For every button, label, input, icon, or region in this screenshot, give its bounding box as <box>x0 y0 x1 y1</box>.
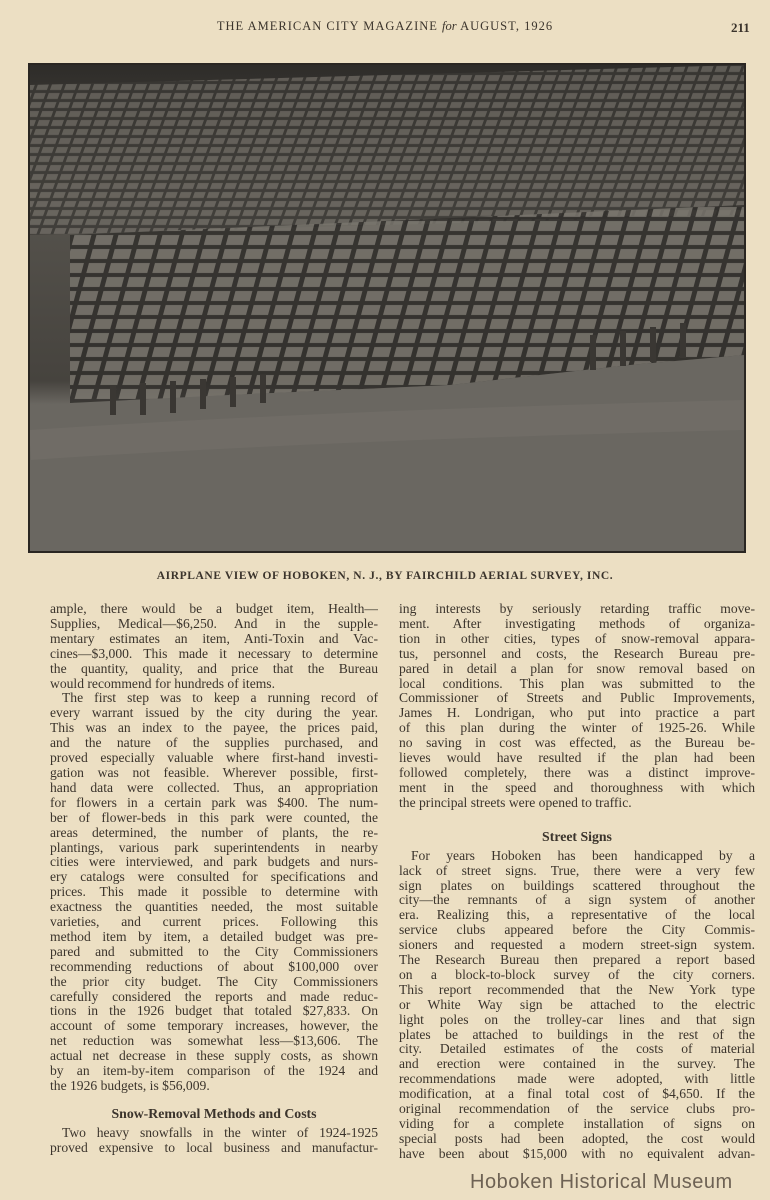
text-line: This report recommended that the New York type <box>399 982 755 997</box>
text-line: ing interests by seriously retarding traffic move- <box>399 602 755 616</box>
text-line: recommendations made were adopted, with little <box>399 1072 755 1087</box>
text-line: era. Realizing this, a representative of the local <box>399 908 755 923</box>
text-line: method item by item, a detailed budget was pre- <box>50 929 378 944</box>
text-line: actual net decrease in these supply costs, as shown <box>50 1049 378 1064</box>
text-line: or White Way sign be attached to the electric <box>399 997 755 1012</box>
text-line: exactness the quantities needed, the most suitable <box>50 900 378 915</box>
text-line: city—the remnants of a sign system of another <box>399 893 755 908</box>
text-line: would recommend for hundreds of items. <box>50 676 276 691</box>
text-line: service clubs appeared before the City Commis- <box>399 923 755 938</box>
text-line: plates be attached to buildings in the rest of the <box>399 1027 755 1042</box>
text-line: varieties, and current prices. Following this <box>50 915 378 930</box>
text-line: cines—$3,000. This made it necessary to determine <box>50 646 378 661</box>
text-line: prices. This made it possible to determine with <box>50 885 378 900</box>
left-column <box>50 602 378 1156</box>
page-number: 211 <box>731 20 750 35</box>
text-line: and erection were contained in the survey. The <box>399 1057 755 1072</box>
text-line: by an item-by-item comparison of the 1924 and <box>50 1064 378 1079</box>
section-heading: Street Signs <box>542 828 612 844</box>
text-line: carefully considered the reports and made reduc- <box>50 989 378 1004</box>
text-line: Commissioner of Streets and Public Improvements, <box>399 691 755 706</box>
text-line: gation was not feasible. Wherever possible, first- <box>50 765 378 780</box>
photo-caption: AIRPLANE VIEW OF HOBOKEN, N. J., BY FAIRCHILD AERIAL SURVEY, INC. <box>156 570 614 582</box>
text-line: pared and submitted to the City Commissioners <box>50 944 378 959</box>
text-line: sioners and requested a modern street-sign system. <box>399 938 755 953</box>
text-line: lieves would have resulted if the plan had been <box>399 751 755 766</box>
text-line: on a block-to-block survey of the city corners. <box>399 967 755 982</box>
text-line: have been about $15,000 with no equivalent advan- <box>399 1146 755 1161</box>
aerial-photo <box>28 63 746 553</box>
text-line: recommending reductions of about $100,000 over <box>50 959 378 974</box>
paragraph <box>50 691 378 1093</box>
watermark: Hoboken Historical Museum <box>470 1171 733 1193</box>
magazine-title-for: for <box>442 19 457 33</box>
text-line: the 1926 budgets, is $56,009. <box>50 1079 210 1093</box>
text-line: of this plan during the winter of 1925-26. While <box>399 721 755 736</box>
text-line: plantings, various park superintendents in nearby <box>50 840 378 855</box>
text-line: ery catalogs were consulted for specifications and <box>50 870 378 885</box>
paragraph <box>50 1126 378 1156</box>
text-line: James H. Londrigan, who put into practice a part <box>399 706 755 721</box>
text-line: areas determined, the number of plants, the re- <box>50 825 378 840</box>
text-line: tus, personnel and costs, the Research Bureau pre- <box>399 646 755 661</box>
text-line: Two heavy snowfalls in the winter of 1924-1925 <box>62 1125 378 1140</box>
aerial-photo-image <box>30 65 744 551</box>
text-line: tion in other cities, types of snow-removal appara- <box>399 631 755 646</box>
text-line: proved expensive to local business and manufactur- <box>50 1140 378 1155</box>
text-line: hand data were collected. Thus, an appropriation <box>50 780 378 795</box>
text-line: The Research Bureau then prepared a report based <box>399 953 755 968</box>
text-line: viding for a complete installation of signs on <box>399 1117 755 1131</box>
text-line: for flowers in a certain park was $400. The num- <box>50 795 378 810</box>
text-line: The first step was to keep a running record of <box>62 691 378 706</box>
magazine-title: THE AMERICAN CITY MAGAZINE <box>216 19 438 33</box>
text-line: sign plates on buildings scattered throughout the <box>399 878 755 893</box>
text-line: the principal streets were opened to traffic. <box>399 795 632 810</box>
text-line: the prior city budget. The City Commissioners <box>50 974 378 989</box>
section-heading: Snow-Removal Methods and Costs <box>111 1105 317 1121</box>
paragraph <box>399 849 755 1162</box>
text-line: cities were interviewed, and park budgets and nurs- <box>50 855 378 870</box>
text-line: no saving in cost was effected, as the Bureau be- <box>399 736 755 751</box>
text-line: local conditions. This plan was submitted to the <box>399 676 755 691</box>
text-line: This was an index to the payee, the prices paid, <box>50 721 378 736</box>
text-line: mentary estimates an item, Anti-Toxin and Vac- <box>50 631 378 646</box>
issue-date: AUGUST, 1926 <box>460 19 554 33</box>
text-line: ber of flower-beds in this park were counted, the <box>50 810 378 825</box>
text-line: original recommendation of the service clubs pro- <box>399 1102 755 1117</box>
text-line: ment in the speed and thoroughness with which <box>399 780 755 795</box>
text-line: and the nature of the supplies purchased, and <box>50 736 378 751</box>
text-line: Supplies, Medical—$6,250. And in the supple- <box>50 616 378 631</box>
text-line: pared in detail a plan for snow removal based on <box>399 661 755 676</box>
right-column <box>399 602 755 1162</box>
text-line: modification, at a final total cost of $4,650. If the <box>399 1087 755 1102</box>
paragraph <box>399 602 755 811</box>
text-line: tions in the 1926 budget that totaled $27,833. On <box>50 1004 378 1019</box>
text-line: every warrant issued by the city during the year. <box>50 706 378 721</box>
text-line: lack of street signs. True, there were a very few <box>399 863 755 878</box>
text-line: light poles on the trolley-car lines and that sign <box>399 1012 755 1027</box>
text-line: followed completely, there was a distinct improve- <box>399 765 755 780</box>
text-line: For years Hoboken has been handicapped by a <box>411 848 755 863</box>
text-line: ment. After investigating methods of organiza- <box>399 616 755 631</box>
text-line: the quantity, quality, and price that the Bureau <box>50 661 378 676</box>
paragraph <box>50 602 378 691</box>
text-line: account of some temporary increases, however, the <box>50 1019 378 1034</box>
text-line: special posts had been adopted, the cost would <box>399 1131 755 1146</box>
text-line: ample, there would be a budget item, Health— <box>50 602 378 616</box>
text-line: proved especially valuable where first-hand investi- <box>50 751 378 766</box>
running-header <box>0 19 770 34</box>
text-line: net reduction was somewhat less—$13,606. The <box>50 1034 378 1049</box>
text-line: city. Detailed estimates of the costs of material <box>399 1042 755 1057</box>
